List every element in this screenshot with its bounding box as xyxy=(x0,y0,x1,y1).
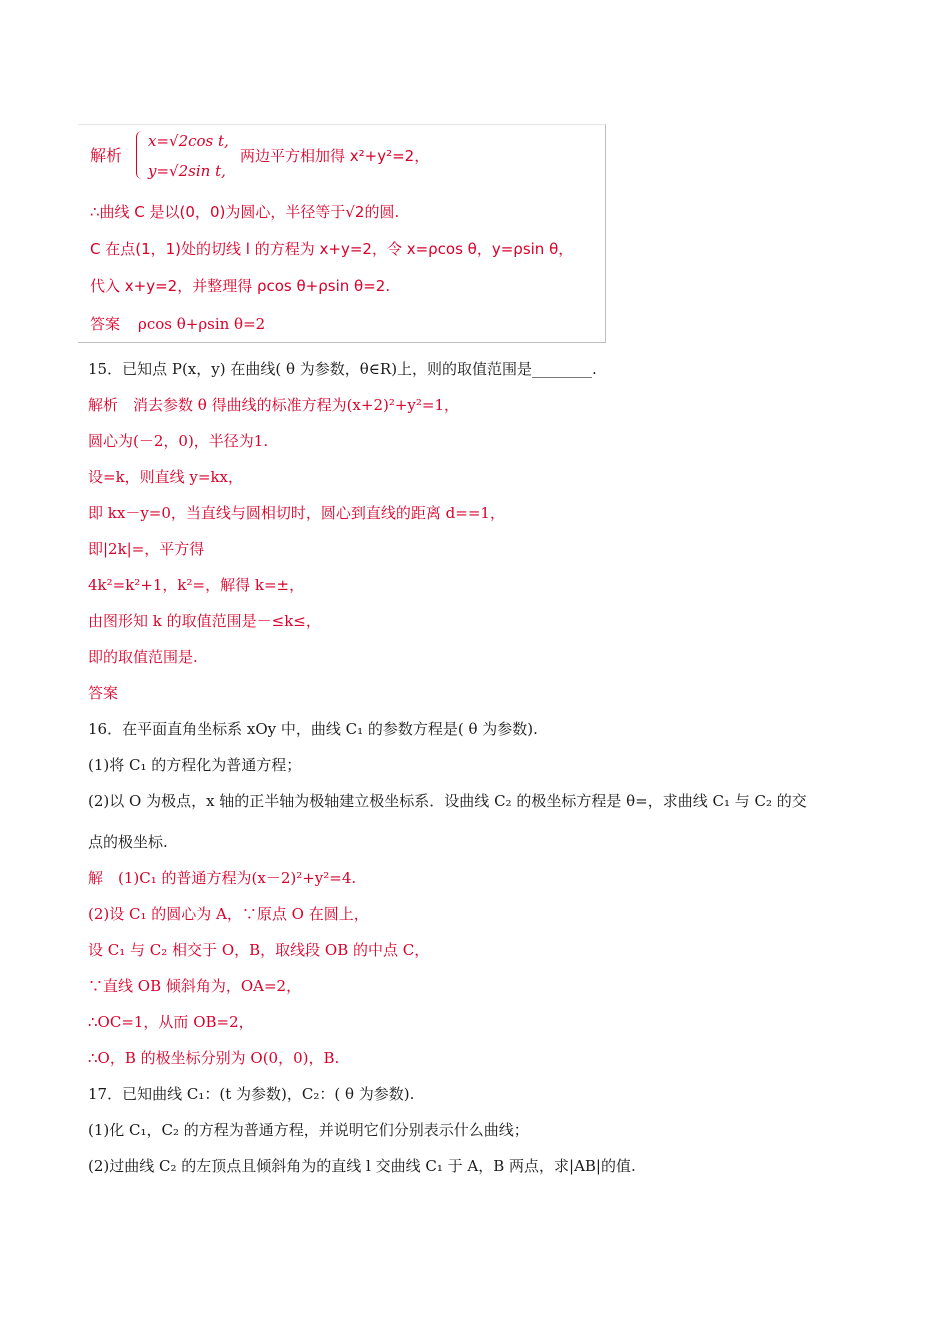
equation-brace xyxy=(136,131,147,179)
box-line-3: C 在点(1，1)处的切线 l 的方程为 x+y=2，令 x=ρcos θ，y=ρsin θ， xyxy=(90,240,574,258)
text-line-9: 答案 xyxy=(88,684,119,702)
text-line-16: 设 C₁ 与 C₂ 相交于 O，B，取线段 OB 的中点 C， xyxy=(88,941,430,959)
text-line-19: ∴O，B 的极坐标分别为 O(0，0)，B. xyxy=(88,1049,340,1067)
system-eq-1: x=√2cos t, xyxy=(148,132,229,150)
text-line-4: 即 kx－y=0，当直线与圆相切时，圆心到直线的距离 d==1， xyxy=(88,504,505,522)
text-line-22: (2)过曲线 C₂ 的左顶点且倾斜角为的直线 l 交曲线 C₁ 于 A，B 两点，求|AB|的值. xyxy=(88,1157,636,1175)
box-line-1: 两边平方相加得 x²+y²=2， xyxy=(240,147,430,165)
box-answer: ρcos θ+ρsin θ=2 xyxy=(138,315,266,333)
text-line-0: 15．已知点 P(x，y) 在曲线( θ 为参数，θ∈R)上，则的取值范围是________. xyxy=(88,360,597,378)
text-line-10: 16．在平面直角坐标系 xOy 中，曲线 C₁ 的参数方程是( θ 为参数). xyxy=(88,720,538,738)
text-line-11: (1)将 C₁ 的方程化为普通方程； xyxy=(88,756,302,774)
box-line-4: 代入 x+y=2，并整理得 ρcos θ+ρsin θ=2. xyxy=(90,277,391,295)
text-line-15: (2)设 C₁ 的圆心为 A，∵原点 O 在圆上， xyxy=(88,905,369,923)
text-line-21: (1)化 C₁，C₂ 的方程为普通方程，并说明它们分别表示什么曲线； xyxy=(88,1121,529,1139)
text-line-14: 解 (1)C₁ 的普通方程为(x－2)²+y²=4. xyxy=(88,869,357,887)
text-line-12: (2)以 O 为极点，x 轴的正半轴为极轴建立极坐标系．设曲线 C₂ 的极坐标方程是 θ=，求曲线 C₁ 与 C₂ 的交 xyxy=(88,792,807,810)
box-answer-label: 答案 xyxy=(90,315,121,333)
box-line-2: ∴曲线 C 是以(0，0)为圆心，半径等于√2的圆. xyxy=(90,203,400,221)
text-line-2: 圆心为(－2，0)，半径为1. xyxy=(88,432,269,450)
system-eq-2: y=√2sin t, xyxy=(148,162,226,180)
text-line-1: 解析 消去参数 θ 得曲线的标准方程为(x+2)²+y²=1， xyxy=(88,396,460,414)
text-line-6: 4k²=k²+1，k²=，解得 k=±， xyxy=(88,576,305,594)
text-line-3: 设=k，则直线 y=kx， xyxy=(88,468,244,486)
text-line-8: 即的取值范围是. xyxy=(88,648,198,666)
text-line-17: ∵直线 OB 倾斜角为，OA=2， xyxy=(88,977,302,995)
text-line-7: 由图形知 k 的取值范围是－≤k≤， xyxy=(88,612,321,630)
text-line-20: 17．已知曲线 C₁：(t 为参数)，C₂：( θ 为参数). xyxy=(88,1085,415,1103)
analysis-label: 解析 xyxy=(90,146,123,165)
text-line-5: 即|2k|=，平方得 xyxy=(88,540,205,558)
text-line-18: ∴OC=1，从而 OB=2， xyxy=(88,1013,254,1031)
text-line-13: 点的极坐标. xyxy=(88,833,168,851)
